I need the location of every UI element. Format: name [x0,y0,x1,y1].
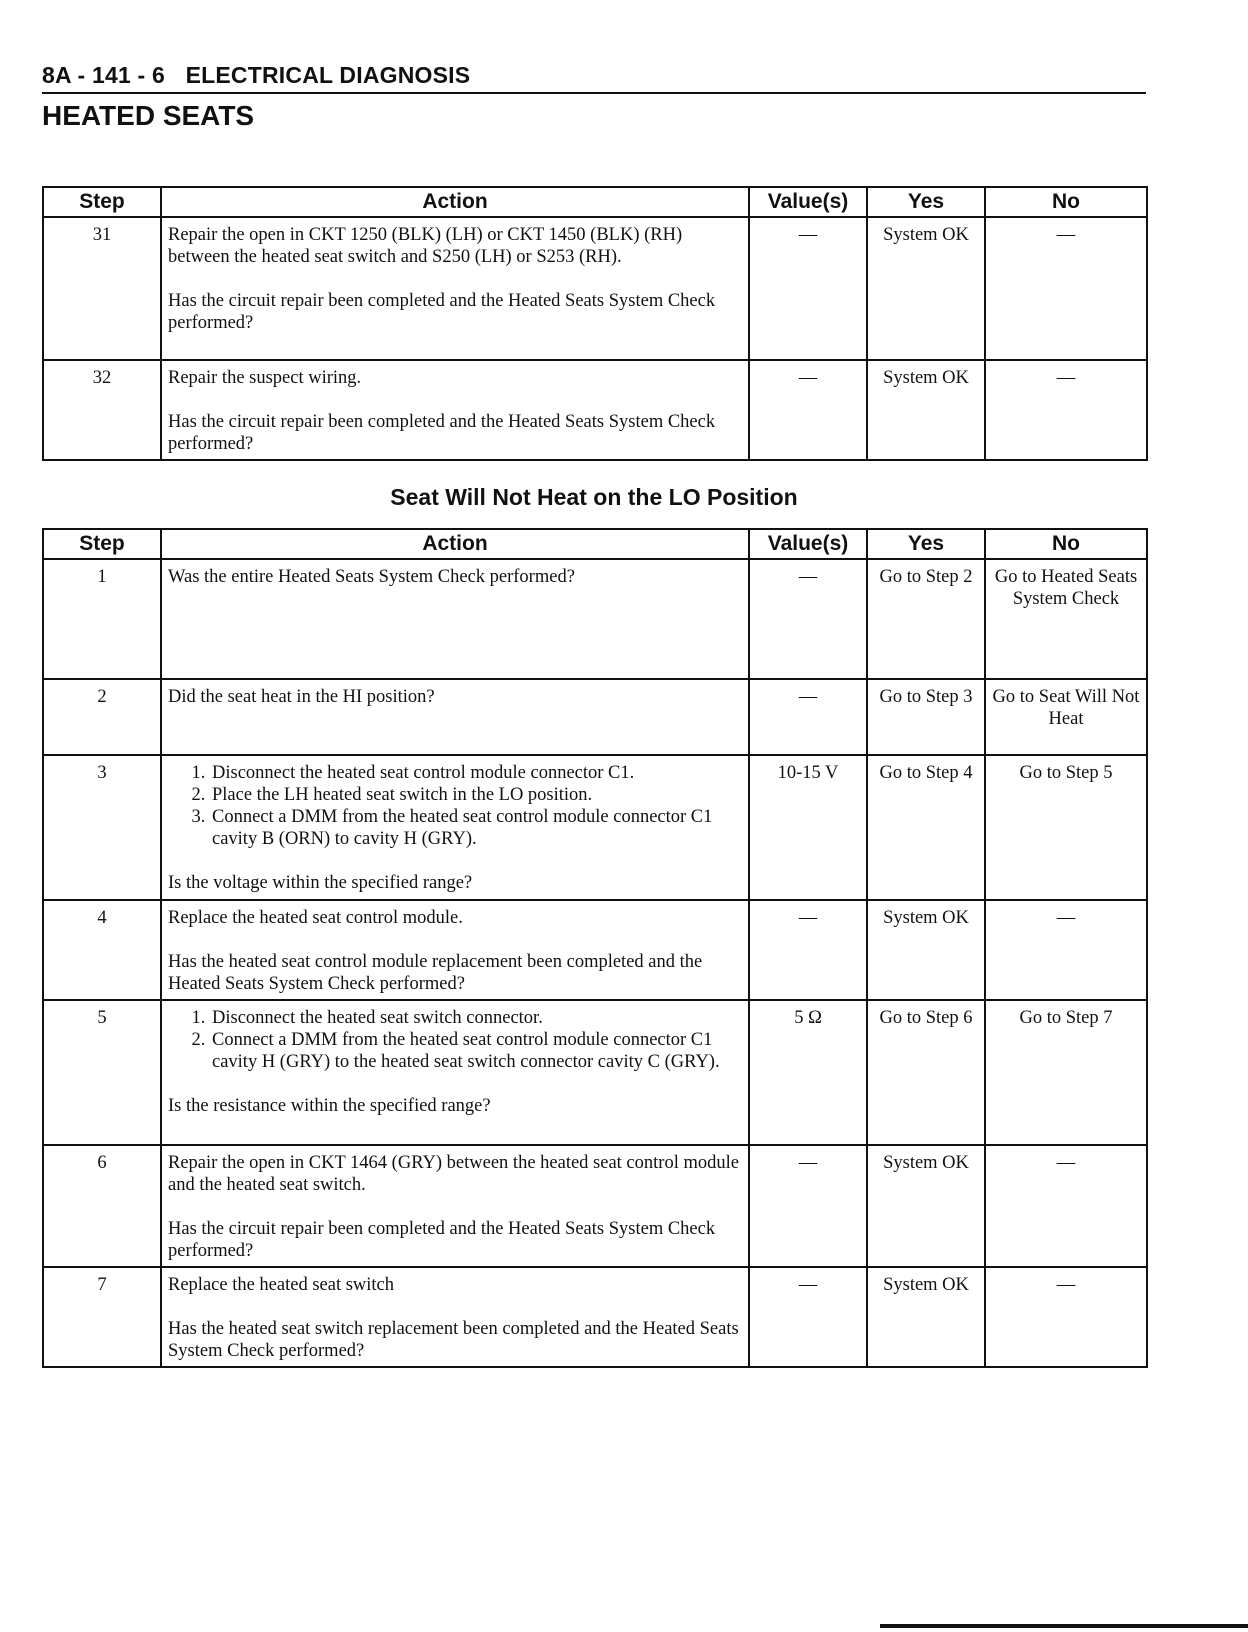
action-cell [161,1145,749,1267]
yes-result: System OK [867,217,985,360]
column-header-step: Step [43,187,161,217]
action-question: Has the circuit repair been completed and the Heated Seats System Check performed? [168,412,716,454]
action-cell [161,1267,749,1367]
yes-result: Go to Step 4 [867,755,985,900]
no-result: Go to Step 5 [985,755,1147,900]
action-text: Was the entire Heated Seats System Check performed? [168,567,575,587]
action-text: Did the seat heat in the HI position? [168,687,435,707]
action-cell [161,1000,749,1145]
table-header-row [43,187,1147,217]
page-title: HEATED SEATS [42,100,255,131]
value-cell: 10-15 V [749,755,867,900]
action-text: Repair the open in CKT 1464 (GRY) between the heated seat control module and the heated seat switch. [168,1153,739,1195]
diagnostic-table-1 [42,186,1148,461]
action-text: Repair the suspect wiring. [168,368,362,388]
value-cell: — [749,1267,867,1367]
value-cell: — [749,360,867,460]
yes-result: Go to Step 2 [867,559,985,679]
no-result: — [985,900,1147,1000]
column-header-action: Action [161,187,749,217]
table-row [43,360,1147,460]
action-steps-list [168,1007,742,1073]
column-header-values: Value(s) [749,187,867,217]
table-row [43,900,1147,1000]
value-cell: — [749,559,867,679]
step-number: 2 [43,679,161,755]
action-question: Has the heated seat switch replacement been completed and the Heated Seats System Check performed? [168,1319,739,1361]
step-number: 32 [43,360,161,460]
value-cell: — [749,900,867,1000]
action-cell [161,217,749,360]
no-result: Go to Step 7 [985,1000,1147,1145]
step-number: 5 [43,1000,161,1145]
table-row [43,217,1147,360]
table-row [43,559,1147,679]
action-text: Replace the heated seat switch [168,1275,395,1295]
action-text: Replace the heated seat control module. [168,908,463,928]
column-header-yes: Yes [867,529,985,559]
table-row [43,1145,1147,1267]
no-result: — [985,1145,1147,1267]
column-header-no: No [985,529,1147,559]
action-text: Repair the open in CKT 1250 (BLK) (LH) or CKT 1450 (BLK) (RH) between the heated seat switch and S250 (LH) or S253 (RH). [168,225,683,267]
action-cell [161,679,749,755]
action-step-item: 1. Disconnect the heated seat control module connector C1. [210,762,742,784]
value-cell: 5 Ω [749,1000,867,1145]
value-cell: — [749,217,867,360]
action-question: Is the resistance within the specified range? [168,1096,491,1116]
no-result: — [985,360,1147,460]
table-row [43,1000,1147,1145]
no-result: — [985,217,1147,360]
table-row [43,755,1147,900]
section-title: Seat Will Not Heat on the LO Position [390,484,798,510]
column-header-step: Step [43,529,161,559]
yes-result: System OK [867,1267,985,1367]
yes-result: System OK [867,1145,985,1267]
action-question: Has the circuit repair been completed and the Heated Seats System Check performed? [168,291,716,333]
step-number: 31 [43,217,161,360]
column-header-no: No [985,187,1147,217]
action-cell [161,755,749,900]
page-code: 8A - 141 - 6 [42,62,165,88]
action-step-item: 2. Connect a DMM from the heated seat control module connector C1 cavity H (GRY) to the heated seat switch connector cavity C (GRY). [210,1029,742,1073]
column-header-yes: Yes [867,187,985,217]
action-question: Has the circuit repair been completed and the Heated Seats System Check performed? [168,1219,716,1261]
step-number: 3 [43,755,161,900]
step-number: 7 [43,1267,161,1367]
yes-result: Go to Step 3 [867,679,985,755]
diagnostic-table-2 [42,528,1148,1368]
column-header-action: Action [161,529,749,559]
action-cell [161,360,749,460]
no-result: — [985,1267,1147,1367]
table-row [43,679,1147,755]
no-result: Go to Seat Will Not Heat [985,679,1147,755]
footer-rule [880,1624,1248,1628]
step-number: 6 [43,1145,161,1267]
yes-result: System OK [867,900,985,1000]
action-question: Is the voltage within the specified range? [168,873,473,893]
step-number: 1 [43,559,161,679]
action-question: Has the heated seat control module replacement been completed and the Heated Seats System Check performed? [168,952,703,994]
no-result: Go to Heated Seats System Check [985,559,1147,679]
action-step-item: 1. Disconnect the heated seat switch connector. [210,1007,742,1029]
page-header [42,62,1146,94]
action-step-item: 3. Connect a DMM from the heated seat control module connector C1 cavity B (ORN) to cavity H (GRY). [210,806,742,850]
value-cell: — [749,1145,867,1267]
table-row [43,1267,1147,1367]
action-cell [161,559,749,679]
step-number: 4 [43,900,161,1000]
action-steps-list [168,762,742,850]
section-name: ELECTRICAL DIAGNOSIS [185,62,471,88]
column-header-values: Value(s) [749,529,867,559]
table-header-row [43,529,1147,559]
action-step-item: 2. Place the LH heated seat switch in the LO position. [210,784,742,806]
yes-result: System OK [867,360,985,460]
yes-result: Go to Step 6 [867,1000,985,1145]
value-cell: — [749,679,867,755]
action-cell [161,900,749,1000]
